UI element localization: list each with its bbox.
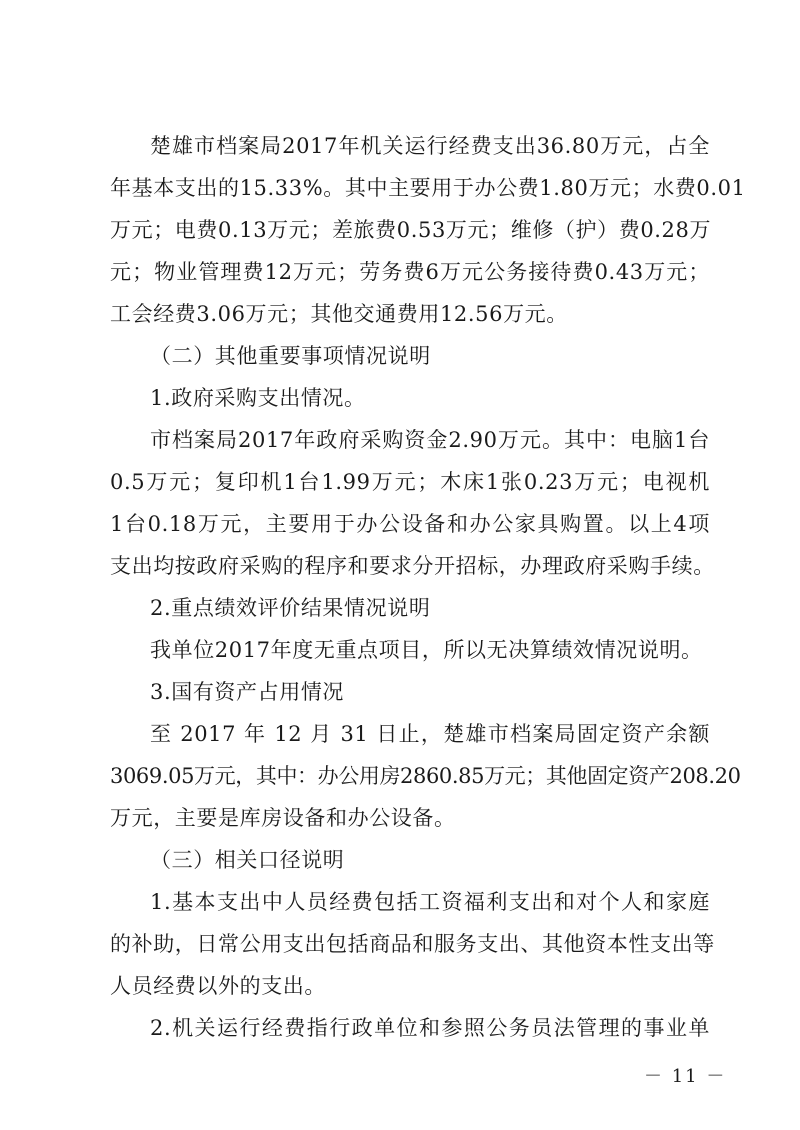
paragraph-procurement-line-1: 市档案局2017年政府采购资金2.90万元。其中：电脑1台 xyxy=(150,428,710,452)
paragraph-state-assets-line-3: 万元，主要是库房设备和办公设备。 xyxy=(110,806,456,830)
paragraph-operating-expenses-line-5: 工会经费3.06万元；其他交通费用12.56万元。 xyxy=(110,302,568,326)
section-heading-definitions: （三）相关口径说明 xyxy=(150,848,345,872)
paragraph-procurement-line-3: 1台0.18万元，主要用于办公设备和办公家具购置。以上4项 xyxy=(110,512,710,536)
paragraph-definitions-line-2: 的补助，日常公用支出包括商品和服务支出、其他资本性支出等 xyxy=(110,932,715,956)
paragraph-operating-expenses-line-1: 楚雄市档案局2017年机关运行经费支出36.80万元，占全 xyxy=(150,134,710,158)
paragraph-state-assets-line-2: 3069.05万元，其中：办公用房2860.85万元；其他固定资产208.20 xyxy=(110,764,741,788)
paragraph-state-assets-line-1: 至 2017 年 12 月 31 日止，楚雄市档案局固定资产余额 xyxy=(150,722,710,746)
subheading-government-procurement: 1.政府采购支出情况。 xyxy=(150,386,366,410)
paragraph-operating-expenses-line-4: 元；物业管理费12万元；劳务费6万元公务接待费0.43万元； xyxy=(110,260,710,284)
subheading-state-assets: 3.国有资产占用情况 xyxy=(150,680,345,704)
paragraph-definitions-line-1: 1.基本支出中人员经费包括工资福利支出和对个人和家庭 xyxy=(150,890,710,914)
page-number: － 11 － xyxy=(644,1066,727,1087)
paragraph-definitions-line-3: 人员经费以外的支出。 xyxy=(110,974,326,998)
paragraph-operating-expenses-line-2: 年基本支出的15.33%。其中主要用于办公费1.80万元；水费0.01 xyxy=(110,176,746,200)
paragraph-operating-expenses-line-3: 万元；电费0.13万元；差旅费0.53万元；维修（护）费0.28万 xyxy=(110,218,712,242)
subheading-performance-evaluation: 2.重点绩效评价结果情况说明 xyxy=(150,596,431,620)
paragraph-performance-evaluation: 我单位2017年度无重点项目，所以无决算绩效情况说明。 xyxy=(150,638,703,662)
paragraph-definitions-line-4: 2.机关运行经费指行政单位和参照公务员法管理的事业单 xyxy=(150,1016,710,1040)
section-heading-other-matters: （二）其他重要事项情况说明 xyxy=(150,344,431,368)
paragraph-procurement-line-4: 支出均按政府采购的程序和要求分开招标，办理政府采购手续。 xyxy=(110,554,715,578)
paragraph-procurement-line-2: 0.5万元；复印机1台1.99万元；木床1张0.23万元；电视机 xyxy=(110,470,710,494)
